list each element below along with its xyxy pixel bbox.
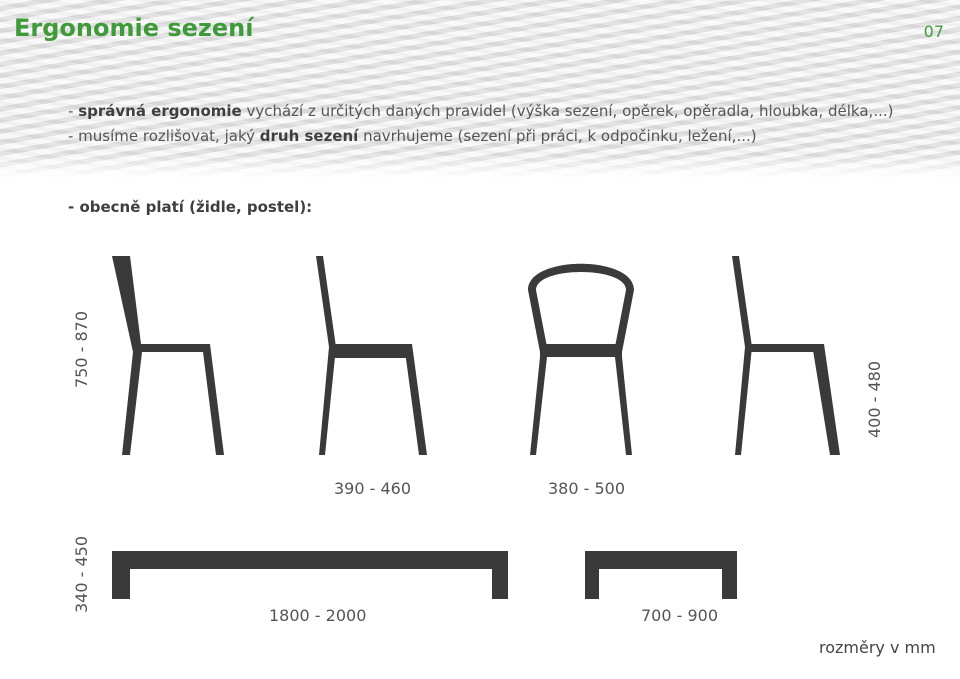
bed-short <box>585 551 737 599</box>
line1-prefix: - <box>68 102 79 120</box>
chair-side-2 <box>316 256 427 455</box>
dim-seat-depth: 390 - 460 <box>334 479 412 498</box>
dim-seat-width: 380 - 500 <box>548 479 626 498</box>
line1-rest: vychází z určitých daných pravidel (výška sezení, opěrek, opěradla, hloubka, délka,...) <box>241 102 894 120</box>
page-title: Ergonomie sezení <box>14 14 254 42</box>
chair-side-4 <box>732 256 840 455</box>
chair-side-1 <box>112 256 224 455</box>
dim-bed-width: 700 - 900 <box>641 606 719 625</box>
page-number: 07 <box>923 22 944 41</box>
line1-bold: správná ergonomie <box>78 102 242 120</box>
chair-front <box>528 264 634 455</box>
dim-bed-length: 1800 - 2000 <box>269 606 367 625</box>
line2-bold: druh sezení <box>259 127 359 145</box>
units-note: rozměry v mm <box>819 638 936 657</box>
line2-prefix: - musíme rozlišovat, jaký <box>68 127 260 145</box>
dim-chair-height: 750 - 870 <box>72 310 92 389</box>
dim-seat-height: 400 - 480 <box>865 360 885 439</box>
bed-long <box>112 551 508 599</box>
line2-rest: navrhujeme (sezení při práci, k odpočinku, ležení,...) <box>358 127 757 145</box>
dim-bed-height: 340 - 450 <box>72 535 92 614</box>
bullet-line-3: - obecně platí (židle, postel): <box>68 198 313 216</box>
